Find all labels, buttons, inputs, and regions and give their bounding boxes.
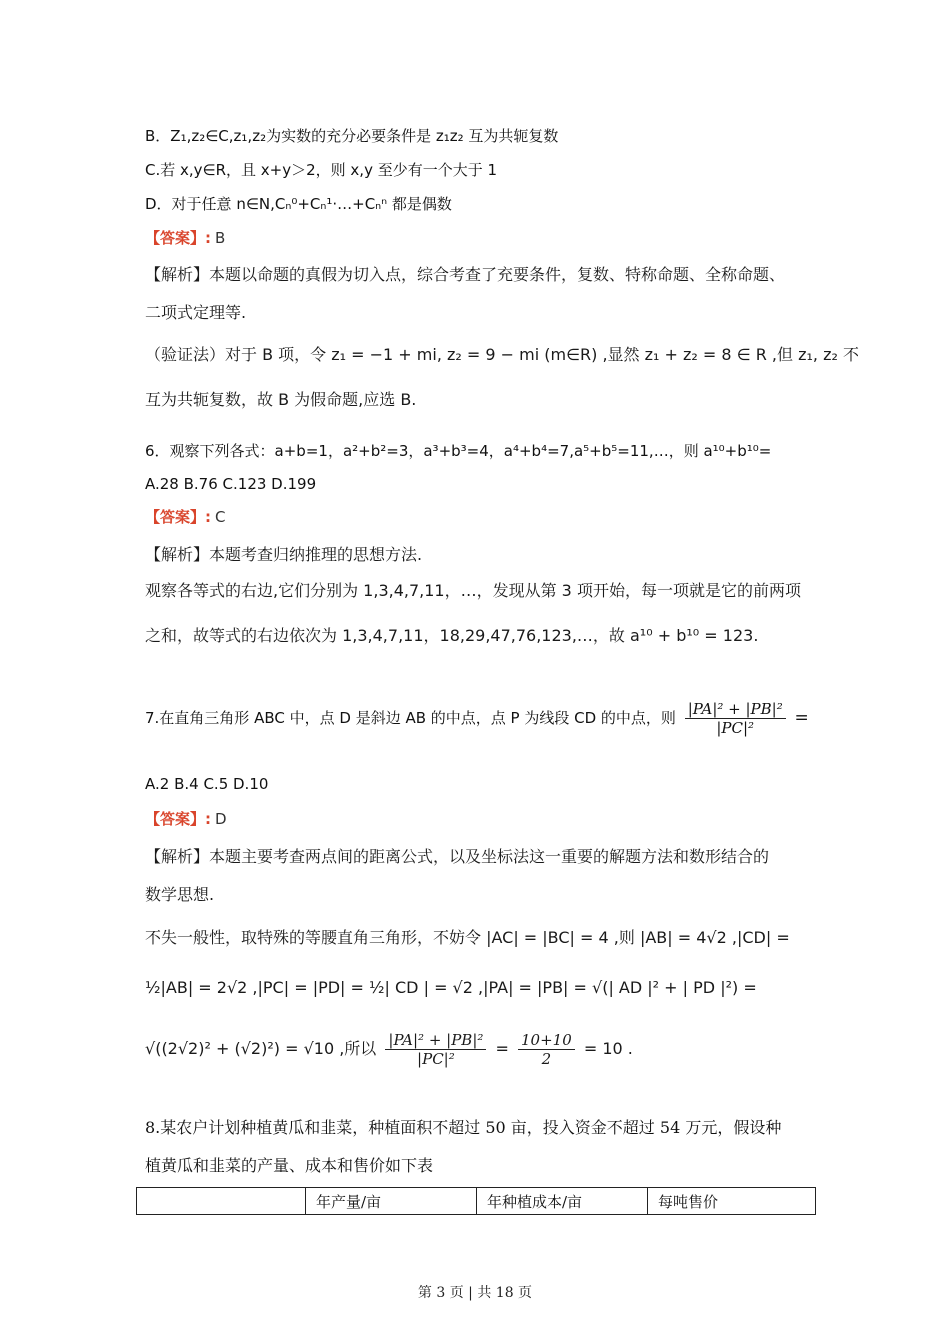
q6-analysis-2: 观察各等式的右边,它们分别为 1,3,4,7,11，…，发现从第 3 项开始，每一项就是它的前两项	[145, 581, 801, 600]
q7-fraction	[685, 700, 786, 737]
q5-answer	[145, 228, 225, 248]
table-cell: 年产量/亩	[306, 1188, 477, 1215]
fraction-numerator: 10+10	[518, 1031, 575, 1050]
fraction-numerator: |PA|² + |PB|²	[385, 1031, 486, 1050]
q7-stem-line	[145, 700, 809, 756]
q7-analysis-1: 【解析】本题主要考查两点间的距离公式，以及坐标法这一重要的解题方法和数形结合的	[145, 847, 770, 866]
q7-analysis-5c: = 10 .	[583, 1039, 633, 1058]
q6-options: A.28 B.76 C.123 D.199	[145, 475, 317, 493]
q7-analysis-4: ½|AB| = 2√2 ,|PC| = |PD| = ½| CD | = √2 ,|PA| = |PB| = √(| AD |² + | PD |²) =	[145, 978, 757, 997]
answer-value: D	[215, 810, 227, 828]
q7-frac-den: |PC|²	[716, 719, 755, 737]
table-cell	[137, 1188, 306, 1215]
q5-analysis-1: 【解析】本题以命题的真假为切入点，综合考查了充要条件，复数、特称命题、全称命题、	[145, 265, 786, 284]
q7-equals: =	[794, 708, 809, 728]
q7-analysis-2: 数学思想.	[145, 885, 215, 904]
option-b: B．Z₁,z₂∈C,z₁,z₂为实数的充分必要条件是 z₁z₂ 互为共轭复数	[145, 127, 559, 145]
q8-stem-1: 8.某农户计划种植黄瓜和韭菜，种植面积不超过 50 亩，投入资金不超过 54 万元，假设种	[145, 1118, 782, 1137]
q7-stem: 7.在直角三角形 ABC 中，点 D 是斜边 AB 的中点，点 P 为线段 CD 的中点，则	[145, 709, 676, 727]
table-cell: 每吨售价	[648, 1188, 816, 1215]
q6-analysis-1: 【解析】本题考查归纳推理的思想方法.	[145, 545, 423, 564]
q7-analysis-fraction	[385, 1031, 486, 1068]
option-c: C.若 x,y∈R，且 x+y＞2，则 x,y 至少有一个大于 1	[145, 161, 498, 179]
answer-tag: 【答案】:	[145, 810, 211, 828]
q6-analysis-3: 之和，故等式的右边依次为 1,3,4,7,11，18,29,47,76,123,…，故 a¹⁰ + b¹⁰ = 123.	[145, 626, 759, 645]
option-d: D．对于任意 n∈N,Cₙ⁰+Cₙ¹·…+Cₙⁿ 都是偶数	[145, 195, 452, 213]
q8-stem-2: 植黄瓜和韭菜的产量、成本和售价如下表	[145, 1156, 434, 1175]
q7-analysis-5b: =	[495, 1039, 509, 1058]
q7-analysis-5a: √((2√2)² + (√2)²) = √10 ,所以	[145, 1039, 377, 1058]
table-cell: 年种植成本/亩	[477, 1188, 648, 1215]
answer-value: C	[215, 508, 226, 526]
q7-analysis-5	[145, 1026, 633, 1072]
q5-analysis-3: （验证法）对于 B 项，令 z₁ = −1 + mi, z₂ = 9 − mi (m∈R) ,显然 z₁ + z₂ = 8 ∈ R ,但 z₁, z₂ 不	[145, 345, 859, 364]
q5-analysis-2: 二项式定理等.	[145, 303, 247, 322]
q7-analysis-3: 不失一般性，取特殊的等腰直角三角形，不妨令 |AC| = |BC| = 4 ,则 |AB| = 4√2 ,|CD| =	[145, 928, 790, 947]
q8-table	[136, 1187, 816, 1215]
fraction-denominator: |PC|²	[417, 1050, 455, 1068]
page-footer: 第 3 页 | 共 18 页	[417, 1285, 533, 1301]
q7-options: A.2 B.4 C.5 D.10	[145, 775, 269, 793]
q5-analysis-4: 互为共轭复数，故 B 为假命题,应选 B.	[145, 390, 417, 409]
q7-frac-num: |PA|² + |PB|²	[685, 700, 786, 719]
q6-answer	[145, 507, 225, 527]
q6-stem: 6．观察下列各式：a+b=1，a²+b²=3，a³+b³=4，a⁴+b⁴=7,a⁵+b⁵=11,…，则 a¹⁰+b¹⁰=	[145, 442, 772, 460]
answer-tag: 【答案】:	[145, 508, 211, 526]
q7-analysis-fraction-2	[518, 1031, 575, 1068]
table-row	[137, 1188, 816, 1215]
answer-tag: 【答案】:	[145, 229, 211, 247]
fraction-denominator: 2	[541, 1050, 552, 1068]
answer-value: B	[215, 229, 226, 247]
q7-answer	[145, 809, 227, 829]
